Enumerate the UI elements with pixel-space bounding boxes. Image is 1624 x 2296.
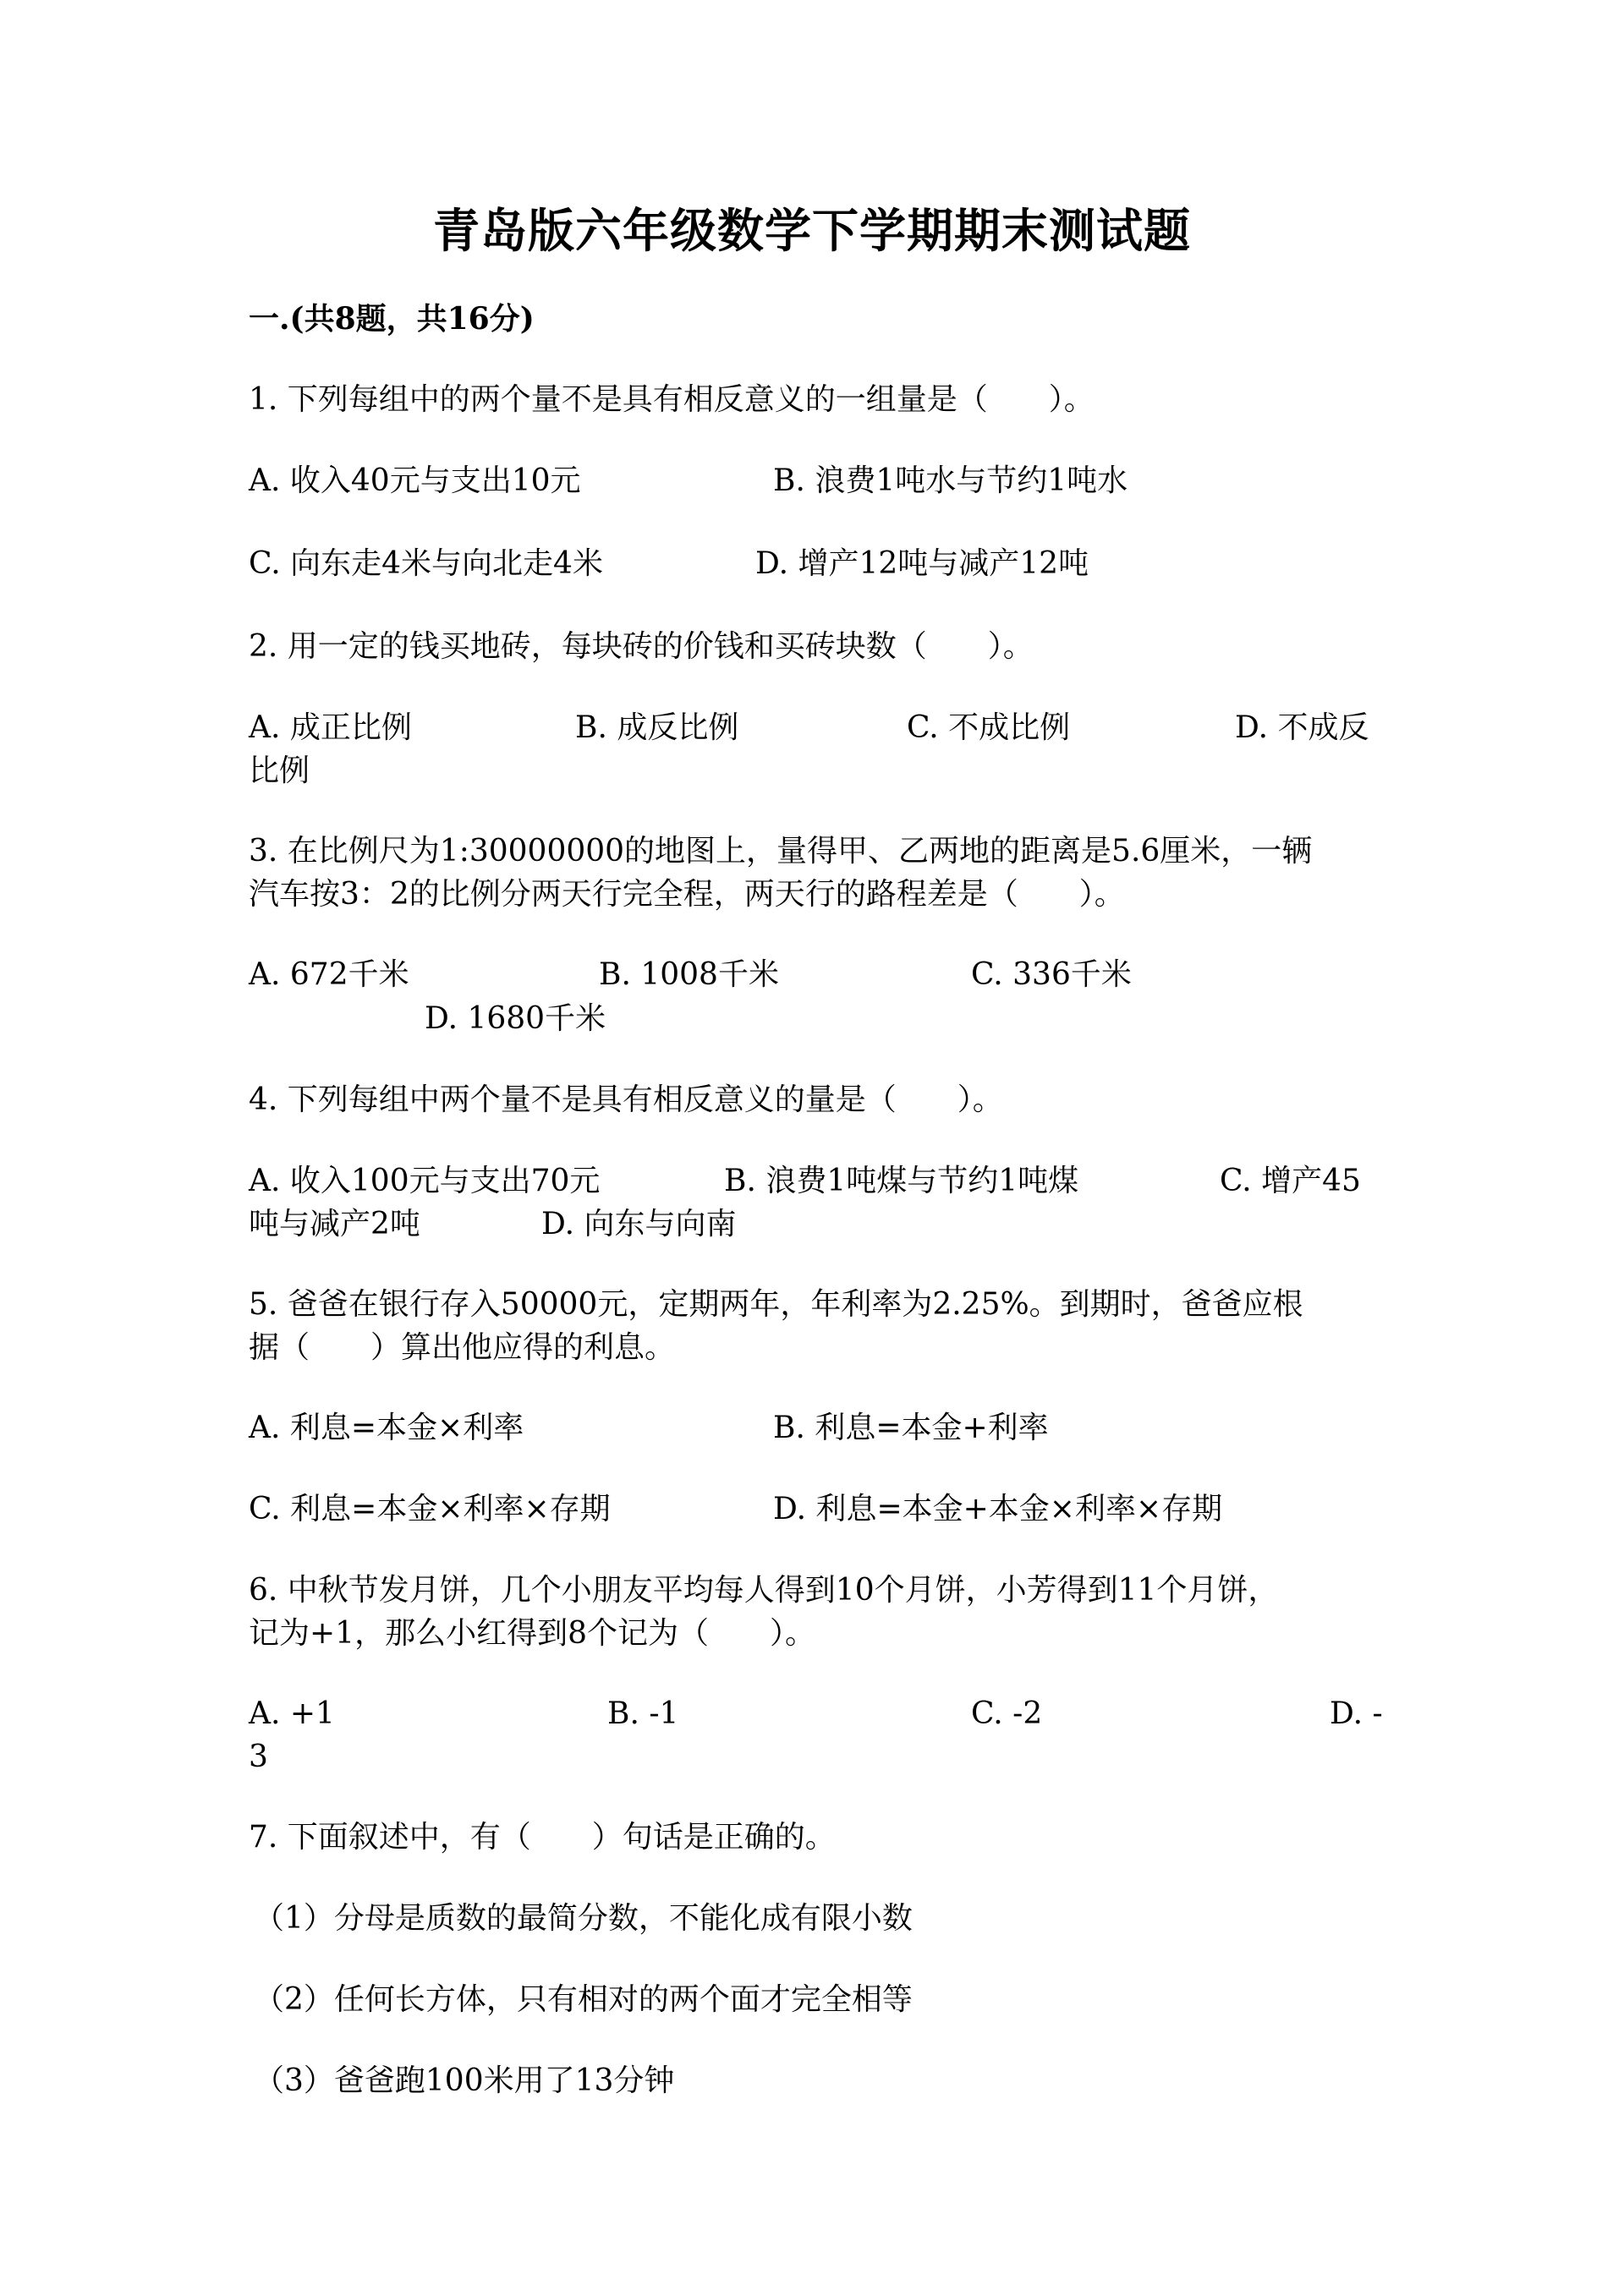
question-4-option-d: D. 向东与向南 <box>541 1207 737 1241</box>
question-2-stem: 2. 用一定的钱买地砖，每块砖的价钱和买砖块数（ ）。 <box>249 629 1034 664</box>
question-7-stem: 7. 下面叙述中，有（ ）句话是正确的。 <box>249 1820 836 1855</box>
question-6-option-d-continued: 3 <box>249 1740 268 1774</box>
question-6-stem-line-2: 记为+1，那么小红得到8个记为（ ）。 <box>249 1616 815 1651</box>
question-2-option-a: A. 成正比例 <box>249 710 412 745</box>
question-5-stem-line-1: 5. 爸爸在银行存入50000元，定期两年，年利率为2.25%。到期时，爸爸应根 <box>249 1287 1303 1322</box>
question-4-option-c: C. 增产45 <box>1220 1164 1361 1198</box>
question-3-option-a: A. 672千米 <box>249 957 409 992</box>
question-5-option-a: A. 利息=本金×利率 <box>249 1411 524 1445</box>
question-6-option-b: B. -1 <box>607 1696 679 1731</box>
question-3-option-c: C. 336千米 <box>971 957 1132 992</box>
question-1-option-b: B. 浪费1吨水与节约1吨水 <box>773 463 1128 498</box>
section-heading: 一.(共8题，共16分) <box>249 301 535 337</box>
question-7-statement-2: （2）任何长方体，只有相对的两个面才完全相等 <box>254 1982 913 2017</box>
question-2-option-d-continued: 比例 <box>249 753 310 788</box>
question-2-option-d: D. 不成反 <box>1235 710 1369 745</box>
question-6-option-c: C. -2 <box>971 1696 1043 1731</box>
question-1-option-d: D. 增产12吨与减产12吨 <box>755 546 1089 581</box>
question-1-option-a: A. 收入40元与支出10元 <box>249 463 581 498</box>
question-5-option-d: D. 利息=本金+本金×利率×存期 <box>773 1492 1223 1526</box>
question-6-option-d: D. - <box>1330 1696 1383 1731</box>
question-4-stem: 4. 下列每组中两个量不是具有相反意义的量是（ ）。 <box>249 1082 1003 1117</box>
question-1-stem: 1. 下列每组中的两个量不是具有相反意义的一组量是（ ）。 <box>249 382 1095 417</box>
question-7-statement-3: （3）爸爸跑100米用了13分钟 <box>254 2063 675 2098</box>
question-6-stem-line-1: 6. 中秋节发月饼，几个小朋友平均每人得到10个月饼，小芳得到11个月饼， <box>249 1573 1279 1608</box>
question-6-option-a: A. +1 <box>249 1696 335 1731</box>
question-3-stem-line-1: 3. 在比例尺为1:30000000的地图上，量得甲、乙两地的距离是5.6厘米，一辆 <box>249 834 1313 869</box>
question-5-option-c: C. 利息=本金×利率×存期 <box>249 1492 611 1526</box>
question-3-option-d: D. 1680千米 <box>425 1001 606 1036</box>
question-3-option-b: B. 1008千米 <box>599 957 779 992</box>
question-7-statement-1: （1）分母是质数的最简分数，不能化成有限小数 <box>254 1901 913 1936</box>
question-5-stem-line-2: 据（ ）算出他应得的利息。 <box>249 1330 676 1365</box>
question-4-option-c-continued: 吨与减产2吨 <box>249 1207 420 1241</box>
question-1-option-c: C. 向东走4米与向北走4米 <box>249 546 603 581</box>
question-2-option-c: C. 不成比例 <box>907 710 1071 745</box>
question-4-option-b: B. 浪费1吨煤与节约1吨煤 <box>724 1164 1079 1198</box>
question-3-stem-line-2: 汽车按3：2的比例分两天行完全程，两天行的路程差是（ ）。 <box>249 877 1125 912</box>
question-4-option-a: A. 收入100元与支出70元 <box>249 1164 601 1198</box>
question-2-option-b: B. 成反比例 <box>575 710 739 745</box>
question-5-option-b: B. 利息=本金+利率 <box>773 1411 1049 1445</box>
page-title: 青岛版六年级数学下学期期末测试题 <box>432 203 1191 258</box>
